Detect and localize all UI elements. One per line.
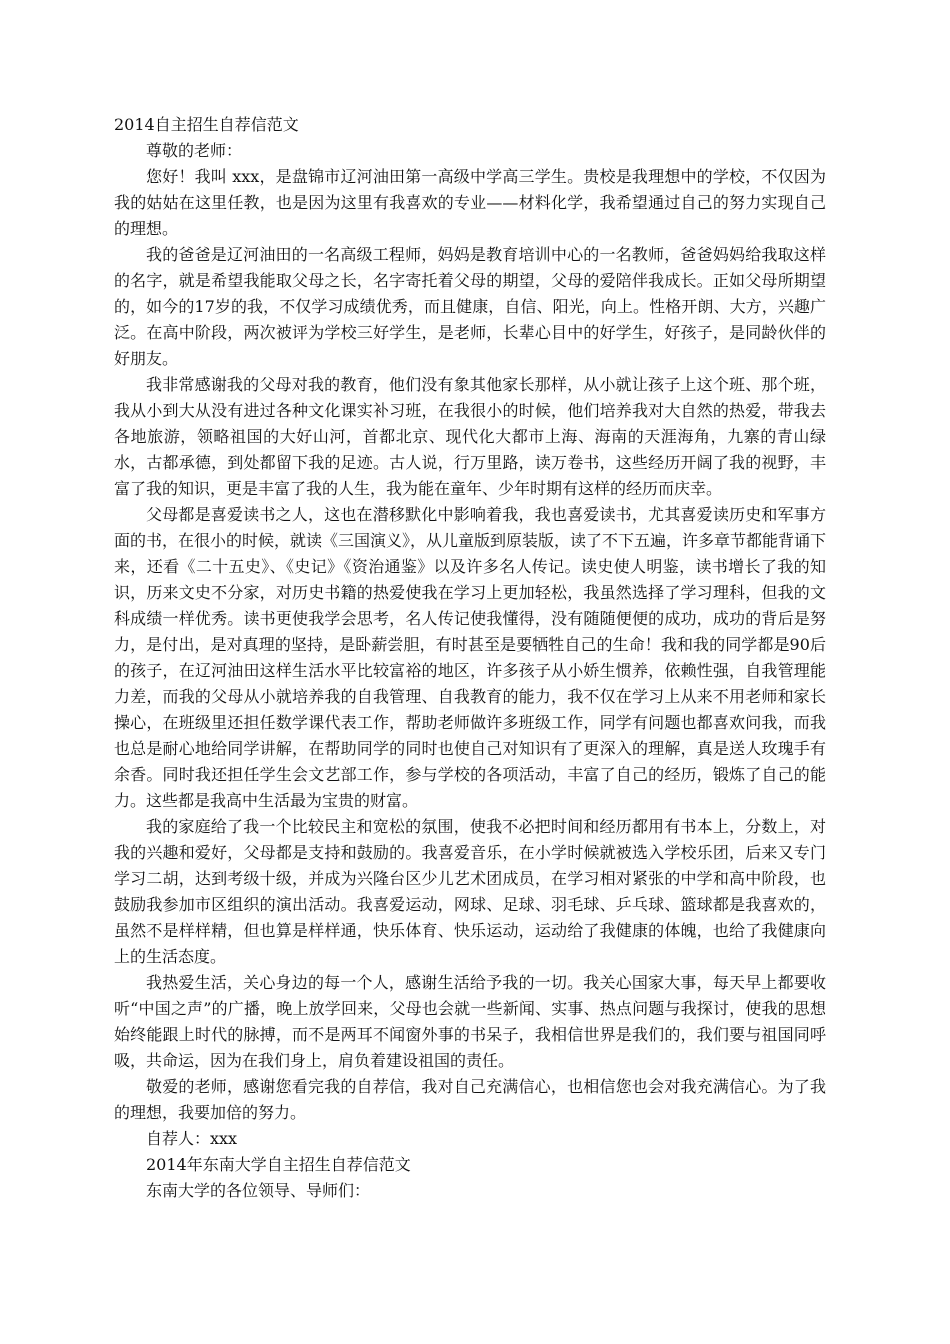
- paragraph-life: 我热爱生活，关心身边的每一个人，感谢生活给予我的一切。我关心国家大事，每天早上都要收听“中国之声”的广播，晚上放学回来，父母也会就一些新闻、实事、热点问题与我探讨，使我的思想始终能跟上时代的脉搏，而不是两耳不闻窗外事的书呆子，我相信世界是我们的，我们要与祖国同呼吸，共命运，因为在我们身上，肩负着建设祖国的责任。: [114, 973, 826, 1070]
- paragraph-intro: 您好！我叫 xxx，是盘锦市辽河油田第一高级中学高三学生。贵校是我理想中的学校，不仅因为我的姑姑在这里任教，也是因为这里有我喜欢的专业——材料化学，我希望通过自己的努力实现自己的理想。: [114, 167, 826, 238]
- paragraph-reading: 父母都是喜爱读书之人，这也在潜移默化中影响着我，我也喜爱读书，尤其喜爱读历史和军事方面的书，在很小的时候，就读《三国演义》，从儿童版到原装版，读了不下五遍，许多章节都能背诵下来，还看《二十五史》、《史记》《资治通鉴》以及许多名人传记。读史使人明鉴，读书增长了我的知识，历来文史不分家，对历史书籍的热爱使我在学习上更加轻松，我虽然选择了学习理科，但我的文科成绩一样优秀。读书更使我学会思考，名人传记使我懂得，没有随随便便的成功，成功的背后是努力，是付出，是对真理的坚持，是卧薪尝胆，有时甚至是要牺牲自己的生命！我和我的同学都是90后的孩子，在辽河油田这样生活水平比较富裕的地区，许多孩子从小娇生惯养，依赖性强，自我管理能力差，而我的父母从小就培养我的自我管理、自我教育的能力，我不仅在学习上从来不用老师和家长操心，在班级里还担任数学课代表工作，帮助老师做许多班级工作，同学有问题也都喜欢问我，而我也总是耐心地给同学讲解，在帮助同学的同时也使自己对知识有了更深入的理解，真是送人玫瑰手有余香。同时我还担任学生会文艺部工作，参与学校的各项活动，丰富了自己的经历，锻炼了自己的能力。这些都是我高中生活最为宝贵的财富。: [114, 505, 827, 810]
- signature: 自荐人：xxx: [146, 1129, 238, 1148]
- paragraph-hobbies: 我的家庭给了我一个比较民主和宽松的氛围，使我不必把时间和经历都用有书本上，分数上，对我的兴趣和爱好，父母都是支持和鼓励的。我喜爱音乐，在小学时候就被选入学校乐团，后来又专门学习二胡，达到考级十级，并成为兴隆台区少儿艺术团成员，在学习相对紧张的中学和高中阶段，也鼓励我参加市区组织的演出活动。我喜爱运动，网球、足球、羽毛球、乒乓球、篮球都是我喜欢的，虽然不是样样精，但也算是样样通，快乐体育、快乐运动，运动给了我健康的体魄，也给了我健康向上的生活态度。: [114, 817, 826, 966]
- paragraph-education: 我非常感谢我的父母对我的教育，他们没有象其他家长那样，从小就让孩子上这个班、那个班，我从小到大从没有进过各种文化课实补习班，在我很小的时候，他们培养我对大自然的热爱，带我去各地旅游，领略祖国的大好山河，首都北京、现代化大都市上海、海南的天涯海角，九寨的青山绿水，古都承德，到处都留下我的足迹。古人说，行万里路，读万卷书，这些经历开阔了我的视野，丰富了我的知识，更是丰富了我的人生，我为能在童年、少年时期有这样的经历而庆幸。: [114, 375, 826, 498]
- document-title: 2014自主招生自荐信范文: [114, 115, 299, 134]
- second-letter-title: 2014年东南大学自主招生自荐信范文: [146, 1155, 411, 1174]
- paragraph-closing: 敬爱的老师，感谢您看完我的自荐信，我对自己充满信心，也相信您也会对我充满信心。为了我的理想，我要加倍的努力。: [114, 1077, 826, 1122]
- document-body: [114, 112, 826, 1204]
- salutation: 尊敬的老师：: [146, 141, 243, 160]
- second-letter-salutation: 东南大学的各位领导、导师们：: [146, 1181, 371, 1200]
- paragraph-parents: 我的爸爸是辽河油田的一名高级工程师，妈妈是教育培训中心的一名教师，爸爸妈妈给我取这样的名字，就是希望我能取父母之长，名字寄托着父母的期望，父母的爱陪伴我成长。正如父母所期望的，如今的17岁的我，不仅学习成绩优秀，而且健康，自信、阳光，向上。性格开朗、大方，兴趣广泛。在高中阶段，两次被评为学校三好学生，是老师，长辈心目中的好学生，好孩子，是同龄伙伴的好朋友。: [114, 245, 826, 368]
